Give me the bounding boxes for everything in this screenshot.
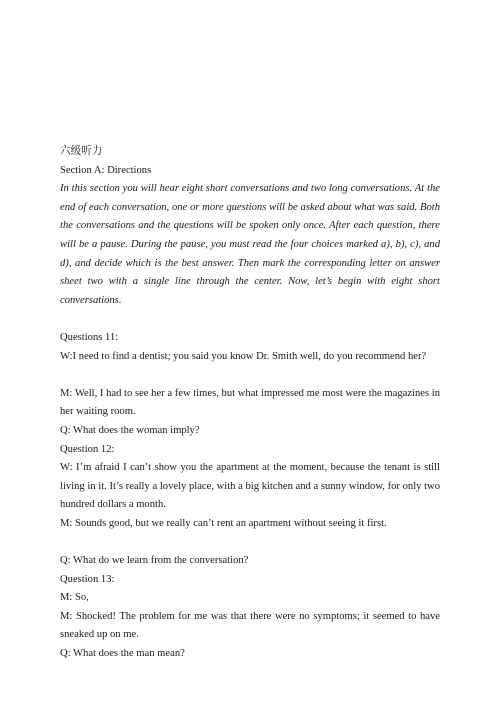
question-12-woman-line: W: I’m afraid I can’t show you the apartment at the moment, because the tenant is still living in it. It’s really a lovely place, with a big kitchen and a sunny window, for only two hundred dollars a month. — [60, 462, 440, 511]
question-13-man-line-1: M: So, — [60, 592, 89, 604]
question-12-label: Question 12: — [60, 443, 115, 455]
document-page — [60, 143, 440, 664]
question-11-woman-line: W:I need to find a dentist; you said you know Dr. Smith well, do you recommend her? — [60, 350, 427, 362]
question-11-query: Q: What does the woman imply? — [60, 424, 200, 436]
spacer — [60, 533, 440, 552]
page-heading: 六级听力 — [60, 146, 103, 157]
question-12-man-line: M: Sounds good, but we really can’t rent an apartment without seeing it first. — [60, 517, 387, 529]
question-13-query: Q: What does the man mean? — [60, 648, 185, 660]
directions-paragraph: In this section you will hear eight short conversations and two long conversations. At the end of each conversation, one or more questions will be asked about what was said. Both the conversations and the questions will be spoken only once. After each question, there will be a pause. During the pause, you must read the four choices marked a), b), c), and d), and decide which is the best answer. Then mark the corresponding letter on answer sheet two with a single line through the center. Now, let’s begin with eight short conversations. — [60, 183, 440, 306]
question-11-label: Questions 11: — [60, 331, 119, 343]
spacer — [60, 310, 440, 329]
question-12-query: Q: What do we learn from the conversation? — [60, 555, 249, 567]
question-13-man-line-2: M: Shocked! The problem for me was that there were no symptoms; it seemed to have sneaked up on me. — [60, 610, 440, 641]
question-11-man-line: M: Well, I had to see her a few times, but what impressed me most were the magazines in her waiting room. — [60, 387, 440, 418]
question-13-label: Question 13: — [60, 573, 115, 585]
section-title: Section A: Directions — [60, 164, 152, 176]
spacer — [60, 366, 440, 385]
